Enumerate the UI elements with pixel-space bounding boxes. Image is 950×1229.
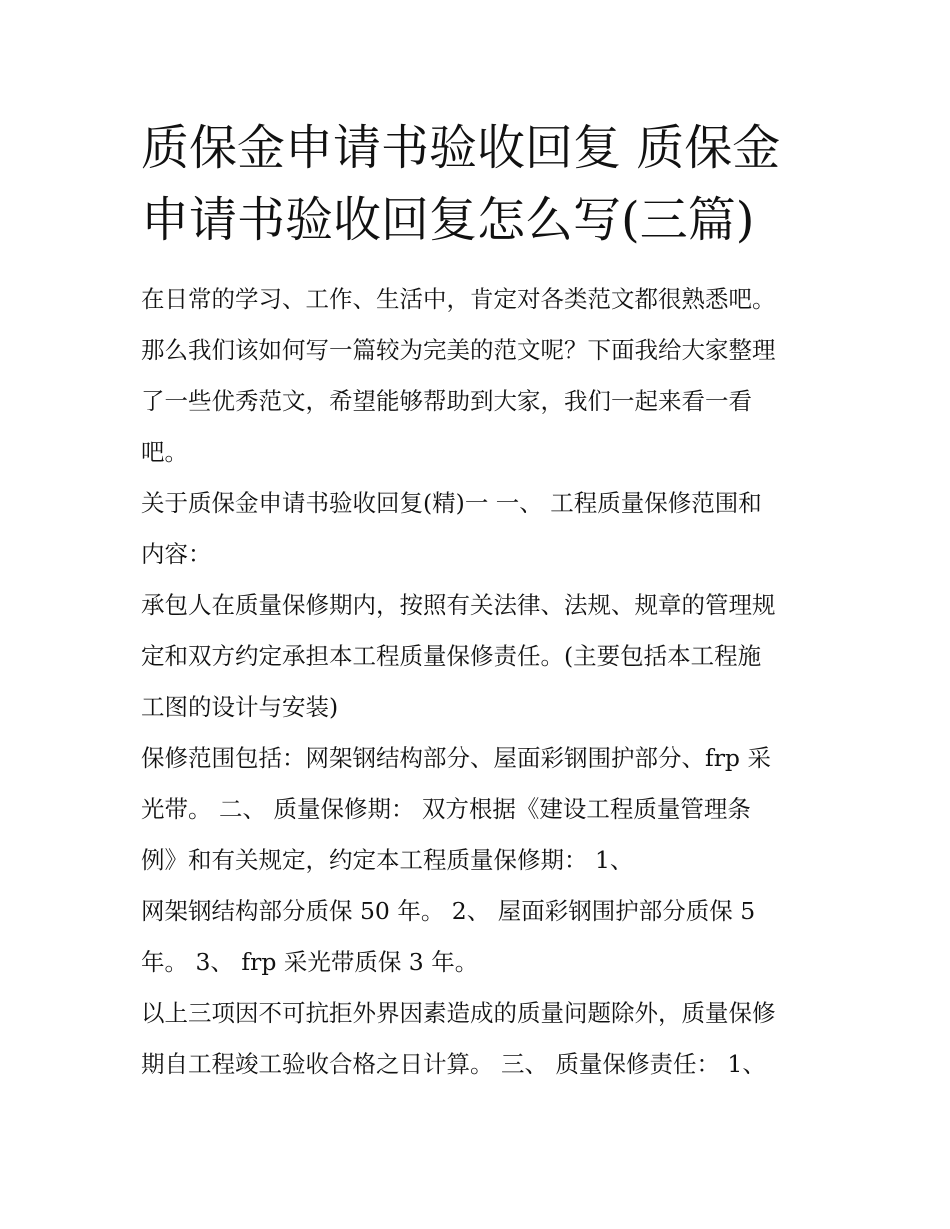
text-line: 承包人在质量保修期内，按照有关法律、法规、规章的管理规 bbox=[141, 591, 776, 619]
paragraph-section-heading bbox=[141, 478, 821, 580]
text-line: 年。 3、 frp 采光带质保 3 年。 bbox=[141, 948, 479, 976]
paragraph-intro bbox=[141, 274, 821, 478]
text-line: 在日常的学习、工作、生活中，肯定对各类范文都很熟悉吧。 bbox=[141, 285, 776, 313]
text-line: 那么我们该如何写一篇较为完美的范文呢？下面我给大家整理 bbox=[141, 336, 776, 364]
text-line: 吧。 bbox=[141, 438, 188, 466]
text-line: 期自工程竣工验收合格之日计算。 三、 质量保修责任： 1、 bbox=[141, 1050, 766, 1078]
text-line: 保修范围包括：网架钢结构部分、屋面彩钢围护部分、frp 采 bbox=[141, 744, 771, 772]
text-line: 工图的设计与安装) bbox=[141, 693, 339, 721]
title-line-2: 申请书验收回复怎么写(三篇) bbox=[141, 192, 755, 248]
text-line: 关于质保金申请书验收回复(精)一 一、 工程质量保修范围和 bbox=[141, 489, 762, 517]
text-line: 定和双方约定承担本工程质量保修责任。(主要包括本工程施 bbox=[141, 642, 762, 670]
text-line: 以上三项因不可抗拒外界因素造成的质量问题除外，质量保修 bbox=[141, 999, 776, 1027]
text-line: 光带。 二、 质量保修期： 双方根据《建设工程质量管理条 bbox=[141, 795, 751, 823]
document-body bbox=[141, 274, 821, 1090]
document-title bbox=[141, 112, 821, 256]
text-line: 例》和有关规定，约定本工程质量保修期： 1、 bbox=[141, 846, 634, 874]
paragraph-responsibility bbox=[141, 580, 821, 733]
text-line: 内容： bbox=[141, 540, 212, 568]
paragraph-warranty-period bbox=[141, 988, 821, 1090]
paragraph-warranty-scope bbox=[141, 733, 821, 988]
text-line: 网架钢结构部分质保 50 年。 2、 屋面彩钢围护部分质保 5 bbox=[141, 897, 756, 925]
text-line: 了一些优秀范文，希望能够帮助到大家，我们一起来看一看 bbox=[141, 387, 752, 415]
title-line-1: 质保金申请书验收回复 质保金 bbox=[141, 120, 781, 176]
